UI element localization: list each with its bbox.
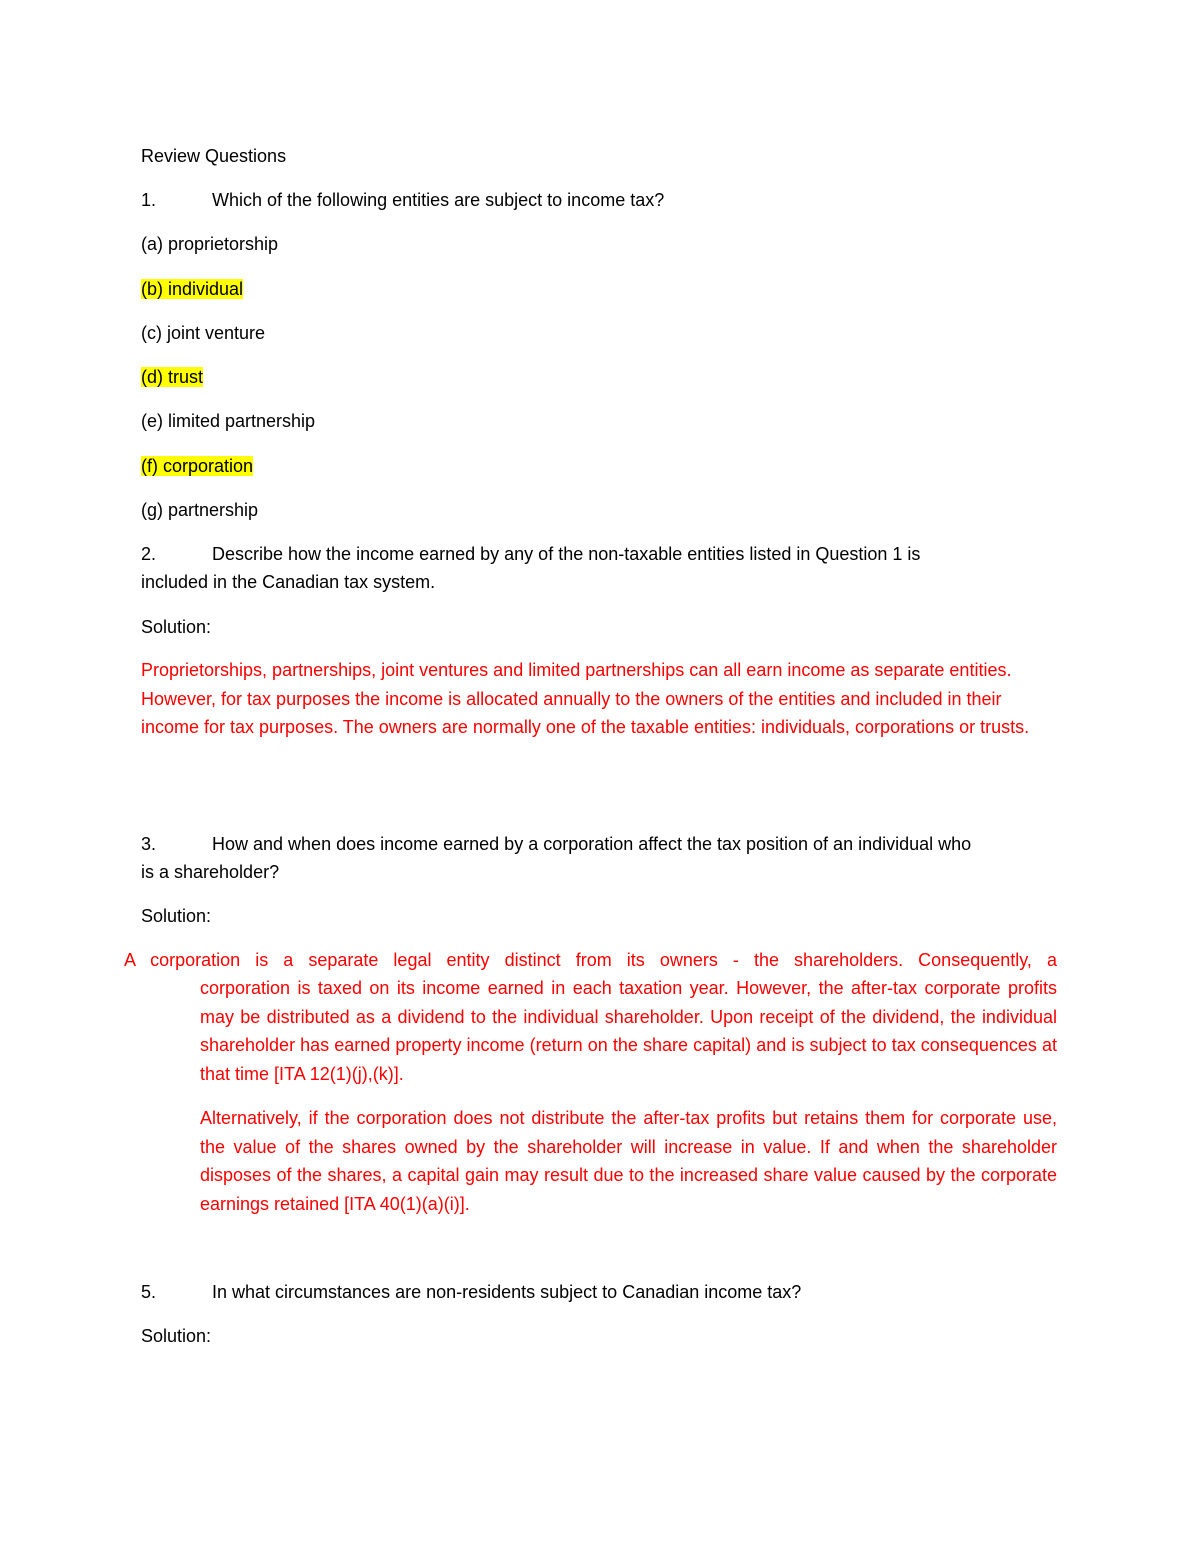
question-text: Describe how the income earned by any of the non-taxable entities listed in Question 1 is bbox=[212, 544, 921, 564]
option-label: (e) limited partnership bbox=[141, 411, 316, 431]
solution-label: Solution: bbox=[141, 617, 212, 637]
option-label-highlighted: (b) individual bbox=[141, 279, 244, 299]
option-a bbox=[141, 232, 278, 256]
option-g bbox=[141, 498, 258, 522]
page-heading: Review Questions bbox=[141, 146, 287, 166]
question-5 bbox=[141, 1280, 801, 1304]
question-3 bbox=[141, 832, 971, 856]
question-number: 3. bbox=[141, 834, 157, 854]
answer-2: Proprietorships, partnerships, joint ventures and limited partnerships can all earn income as separate entities. However, for tax purposes the income is allocated annually to the owners of the entities and included in their income for tax purposes. The owners are normally one of the taxable entities: individuals, corporations or trusts. bbox=[141, 660, 1030, 737]
option-e bbox=[141, 409, 315, 433]
question-text: Which of the following entities are subject to income tax? bbox=[212, 190, 665, 210]
option-label-highlighted: (d) trust bbox=[141, 367, 204, 387]
answer-3-paragraph-2: Alternatively, if the corporation does not distribute the after-tax profits but retains them for corporate use, the value of the shares owned by the shareholder will increase in value. If and when the shareholder disposes of the shares, a capital gain may result due to the increased share value caused by the corporate earnings retained [ITA 40(1)(a)(i)]. bbox=[200, 1108, 1057, 1214]
question-text: In what circumstances are non-residents subject to Canadian income tax? bbox=[212, 1282, 802, 1302]
solution-label: Solution: bbox=[141, 1326, 212, 1346]
option-label: (c) joint venture bbox=[141, 323, 266, 343]
question-1 bbox=[141, 188, 664, 212]
option-label-highlighted: (f) corporation bbox=[141, 456, 254, 476]
question-2-continued: included in the Canadian tax system. bbox=[141, 572, 436, 592]
question-number: 1. bbox=[141, 190, 157, 210]
question-text: How and when does income earned by a corporation affect the tax position of an individual who bbox=[212, 834, 972, 854]
answer-3-first-line: A corporation is a separate legal entity distinct from its owners - the shareholders. Consequently, a bbox=[124, 950, 1057, 970]
option-b bbox=[141, 277, 243, 301]
option-f bbox=[141, 454, 253, 478]
question-3-continued: is a shareholder? bbox=[141, 862, 280, 882]
option-d bbox=[141, 365, 203, 389]
option-c bbox=[141, 321, 265, 345]
answer-3-paragraph-1: corporation is taxed on its income earned in each taxation year. However, the after-tax corporate profits may be distributed as a dividend to the individual shareholder. Upon receipt of the dividend, the individual shareholder has earned property income (return on the share capital) and is subject to tax consequences at that time [ITA 12(1)(j),(k)]. bbox=[200, 978, 1057, 1084]
question-2 bbox=[141, 542, 920, 566]
question-number: 2. bbox=[141, 544, 157, 564]
question-number: 5. bbox=[141, 1282, 157, 1302]
option-label: (g) partnership bbox=[141, 500, 259, 520]
solution-label: Solution: bbox=[141, 906, 212, 926]
option-label: (a) proprietorship bbox=[141, 234, 279, 254]
